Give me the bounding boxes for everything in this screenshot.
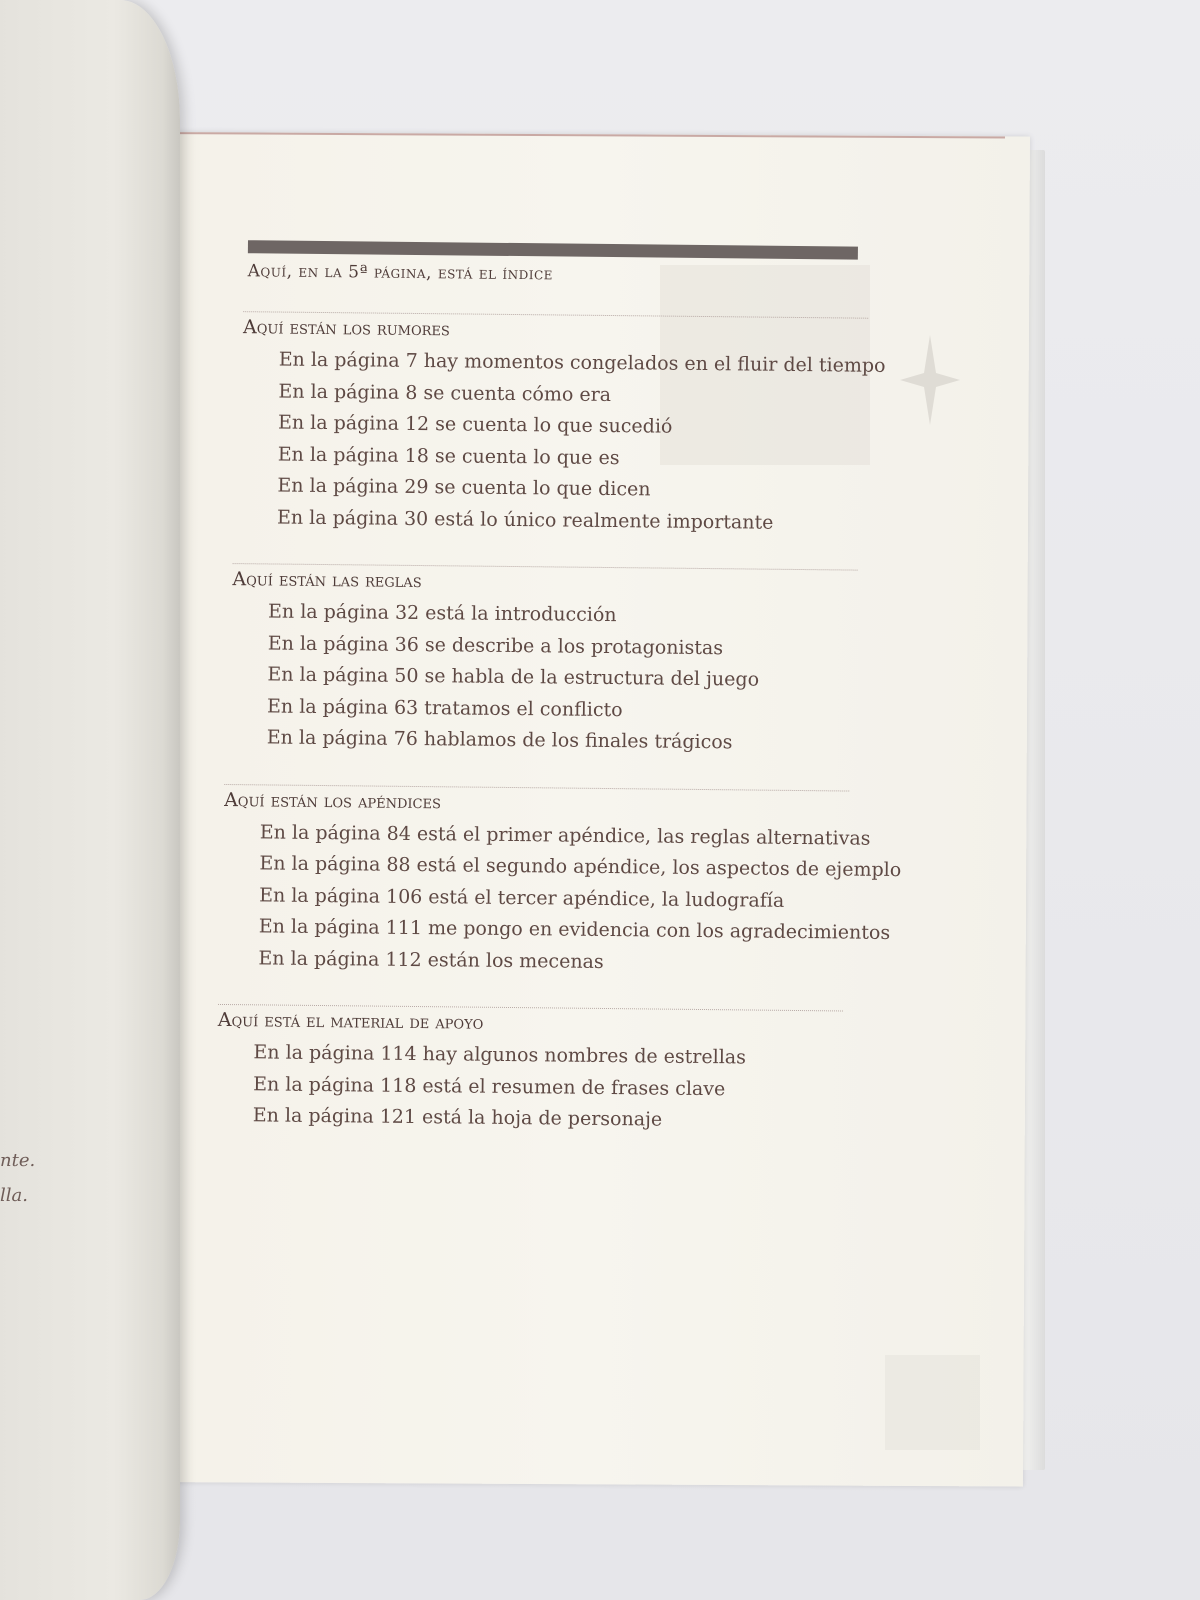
section-rumores [241,311,893,540]
star-ornament-icon [900,335,960,425]
page-title: Aquí, en la 5ª página, está el índice [247,261,554,285]
toc-entry: En la página 84 está el primer apéndice, las reglas alternativas [259,820,871,850]
toc-entry: En la página 114 hay algunos nombres de estrellas [253,1041,747,1069]
section-reglas [231,563,883,760]
toc-entry: En la página 111 me pongo en evidencia con los agradecimientos [258,915,891,944]
toc-entry: En la página 106 está el tercer apéndice, la ludografía [259,883,785,912]
toc-entry: En la página 18 se cuenta lo que es [277,443,620,469]
toc-entry: En la página 112 están los mecenas [258,946,604,973]
toc-entry: En la página 63 tratamos el conflicto [267,694,623,721]
table-of-contents [217,240,902,1138]
left-page [0,0,180,1600]
toc-entry: En la página 88 está el segundo apéndice, los aspectos de ejemplo [259,852,902,882]
show-through-corner [885,1355,980,1450]
section-heading: Aquí están los rumores [242,316,451,341]
toc-entry: En la página 76 hablamos de los finales trágicos [266,726,733,754]
section-heading: Aquí están los apéndices [224,788,442,813]
toc-entry: En la página 12 se cuenta lo que sucedió [277,411,673,438]
toc-entry: En la página 8 se cuenta cómo era [278,380,612,406]
section-heading: Aquí están las reglas [232,568,422,593]
toc-entry: En la página 30 está lo único realmente importante [276,506,774,534]
section-heading: Aquí está el material de apoyo [217,1008,484,1034]
section-material-apoyo [217,1004,868,1138]
toc-entry: En la página 118 está el resumen de frases clave [253,1072,726,1100]
toc-entry: En la página 29 se cuenta lo que dicen [277,474,651,501]
left-page-fragment: lla. [0,1185,28,1206]
toc-entry: En la página 7 hay momentos congelados en el fluir del tiempo [278,348,886,377]
toc-entry: En la página 32 está la introducción [267,600,617,627]
toc-entry: En la página 50 se habla de la estructura del juego [267,663,760,691]
left-page-fragment: nte. [0,1150,36,1171]
section-apendices [222,783,902,980]
toc-entry: En la página 121 está la hoja de personaje [252,1104,663,1131]
toc-entry: En la página 36 se describe a los protagonistas [267,631,724,659]
